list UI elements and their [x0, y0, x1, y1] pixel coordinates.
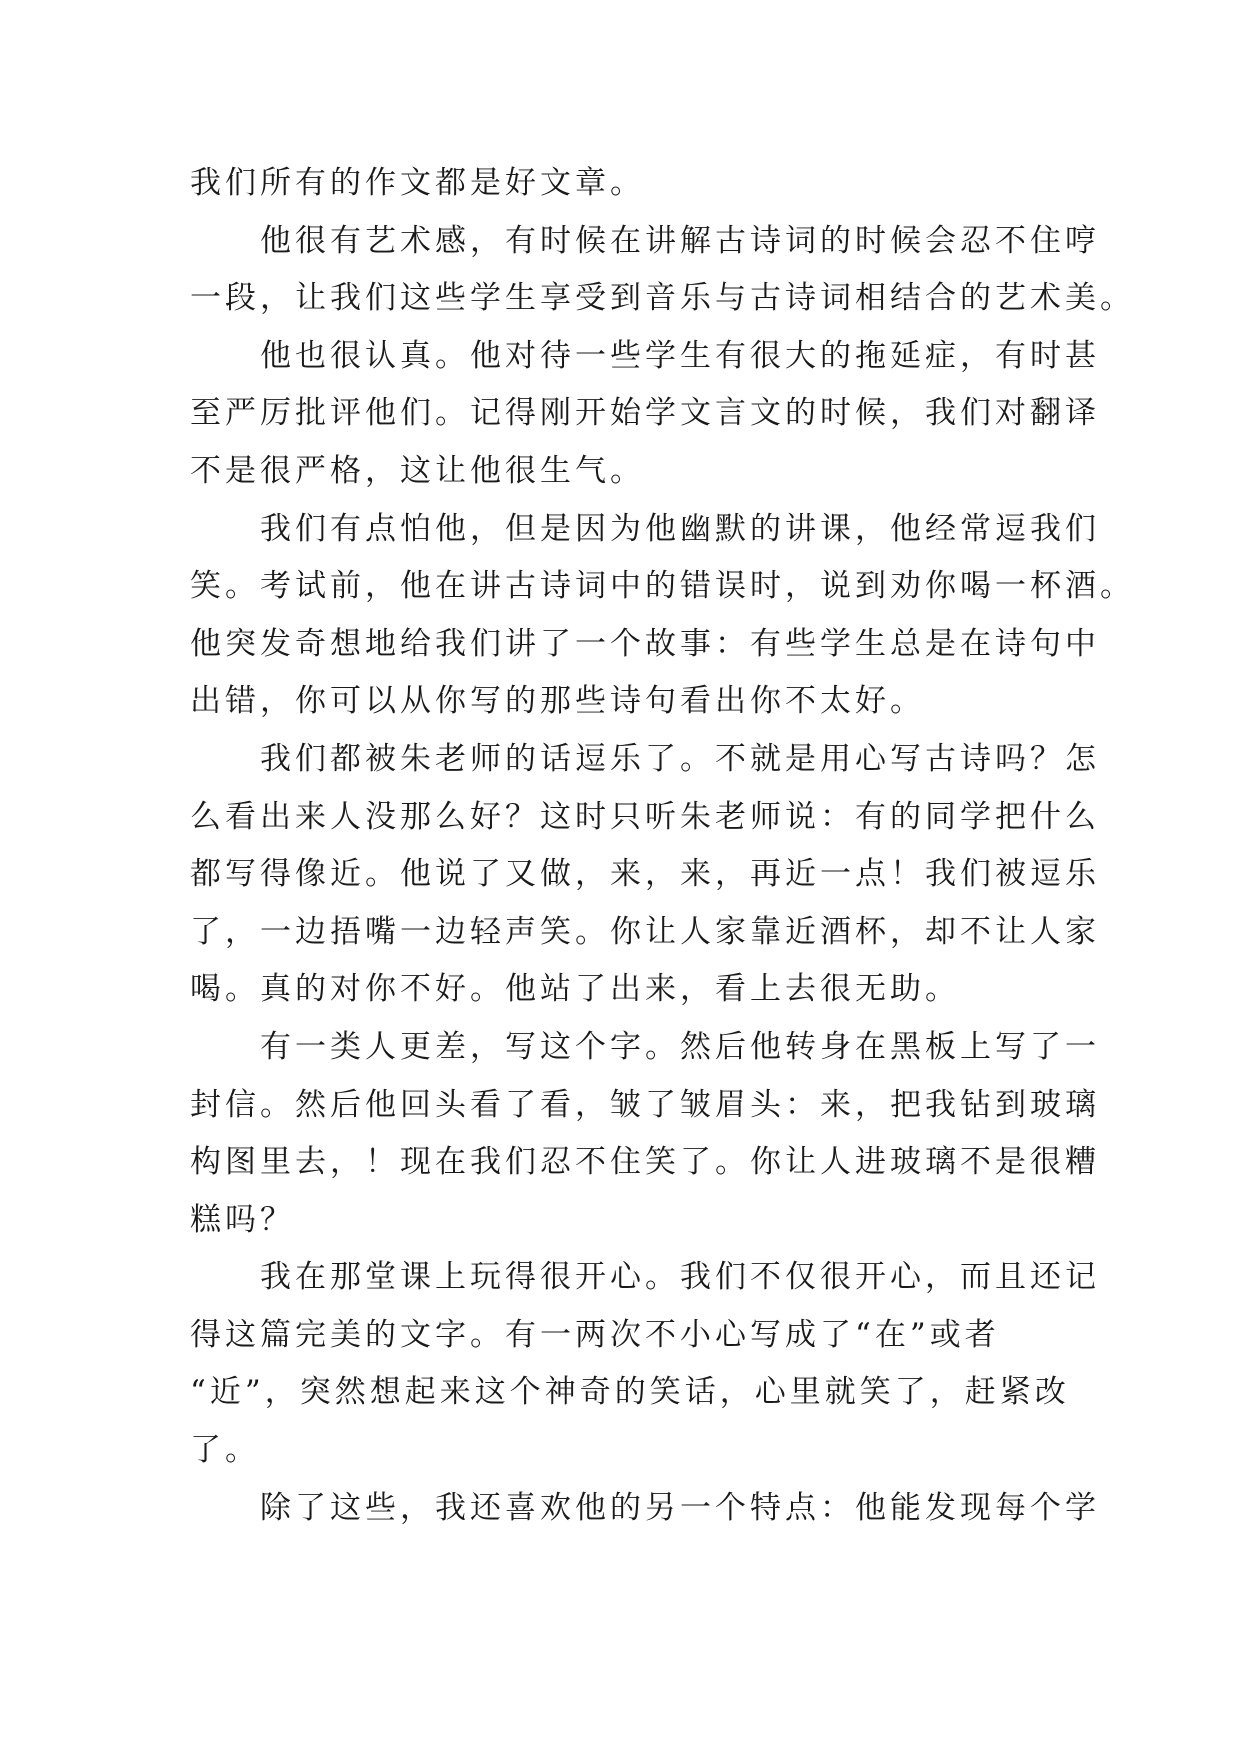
- paragraph-first-line: 我在那堂课上玩得很开心。我们不仅很开心，而且还记: [260, 1259, 1100, 1296]
- text-line: 一段，让我们这些学生享受到音乐与古诗词相结合的艺术美。: [190, 280, 1135, 317]
- text-line: 他突发奇想地给我们讲了一个故事：有些学生总是在诗句中: [190, 625, 1100, 662]
- body-text: [190, 155, 1135, 1537]
- text-line: 构图里去，！现在我们忍不住笑了。你让人进玻璃不是很糟: [190, 1144, 1100, 1181]
- paragraph-first-line: 除了这些，我还喜欢他的另一个特点：他能发现每个学: [260, 1489, 1100, 1526]
- text-line: 么看出来人没那么好？这时只听朱老师说：有的同学把什么: [190, 798, 1100, 835]
- paragraph-first-line: 有一类人更差，写这个字。然后他转身在黑板上写了一: [260, 1028, 1100, 1065]
- text-line: “近”，突然想起来这个神奇的笑话，心里就笑了，赶紧改: [190, 1374, 1070, 1411]
- text-line: 了，一边捂嘴一边轻声笑。你让人家靠近酒杯，却不让人家: [190, 913, 1100, 950]
- paragraph-first-line: 我们都被朱老师的话逗乐了。不就是用心写古诗吗？怎: [260, 740, 1100, 777]
- paragraph-first-line: 他也很认真。他对待一些学生有很大的拖延症，有时甚: [260, 337, 1100, 374]
- text-line: 笑。考试前，他在讲古诗词中的错误时，说到劝你喝一杯酒。: [190, 568, 1135, 605]
- text-line: 了。: [190, 1432, 260, 1469]
- paragraph-first-line: 我们有点怕他，但是因为他幽默的讲课，他经常逗我们: [260, 510, 1100, 547]
- text-line: 糕吗？: [190, 1201, 295, 1238]
- text-line: 我们所有的作文都是好文章。: [190, 165, 645, 201]
- text-line: 封信。然后他回头看了看，皱了皱眉头：来，把我钻到玻璃: [190, 1086, 1100, 1123]
- text-line: 喝。真的对你不好。他站了出来，看上去很无助。: [190, 971, 960, 1008]
- text-line: 不是很严格，这让他很生气。: [190, 452, 645, 489]
- paragraph-first-line: 他很有艺术感，有时候在讲解古诗词的时候会忍不住哼: [260, 222, 1100, 259]
- text-line: 至严厉批评他们。记得刚开始学文言文的时候，我们对翻译: [190, 395, 1100, 432]
- text-line: 出错，你可以从你写的那些诗句看出你不太好。: [190, 683, 925, 720]
- text-line: 得这篇完美的文字。有一两次不小心写成了“在”或者: [190, 1316, 1000, 1353]
- text-line: 都写得像近。他说了又做，来，来，再近一点！我们被逗乐: [190, 856, 1100, 893]
